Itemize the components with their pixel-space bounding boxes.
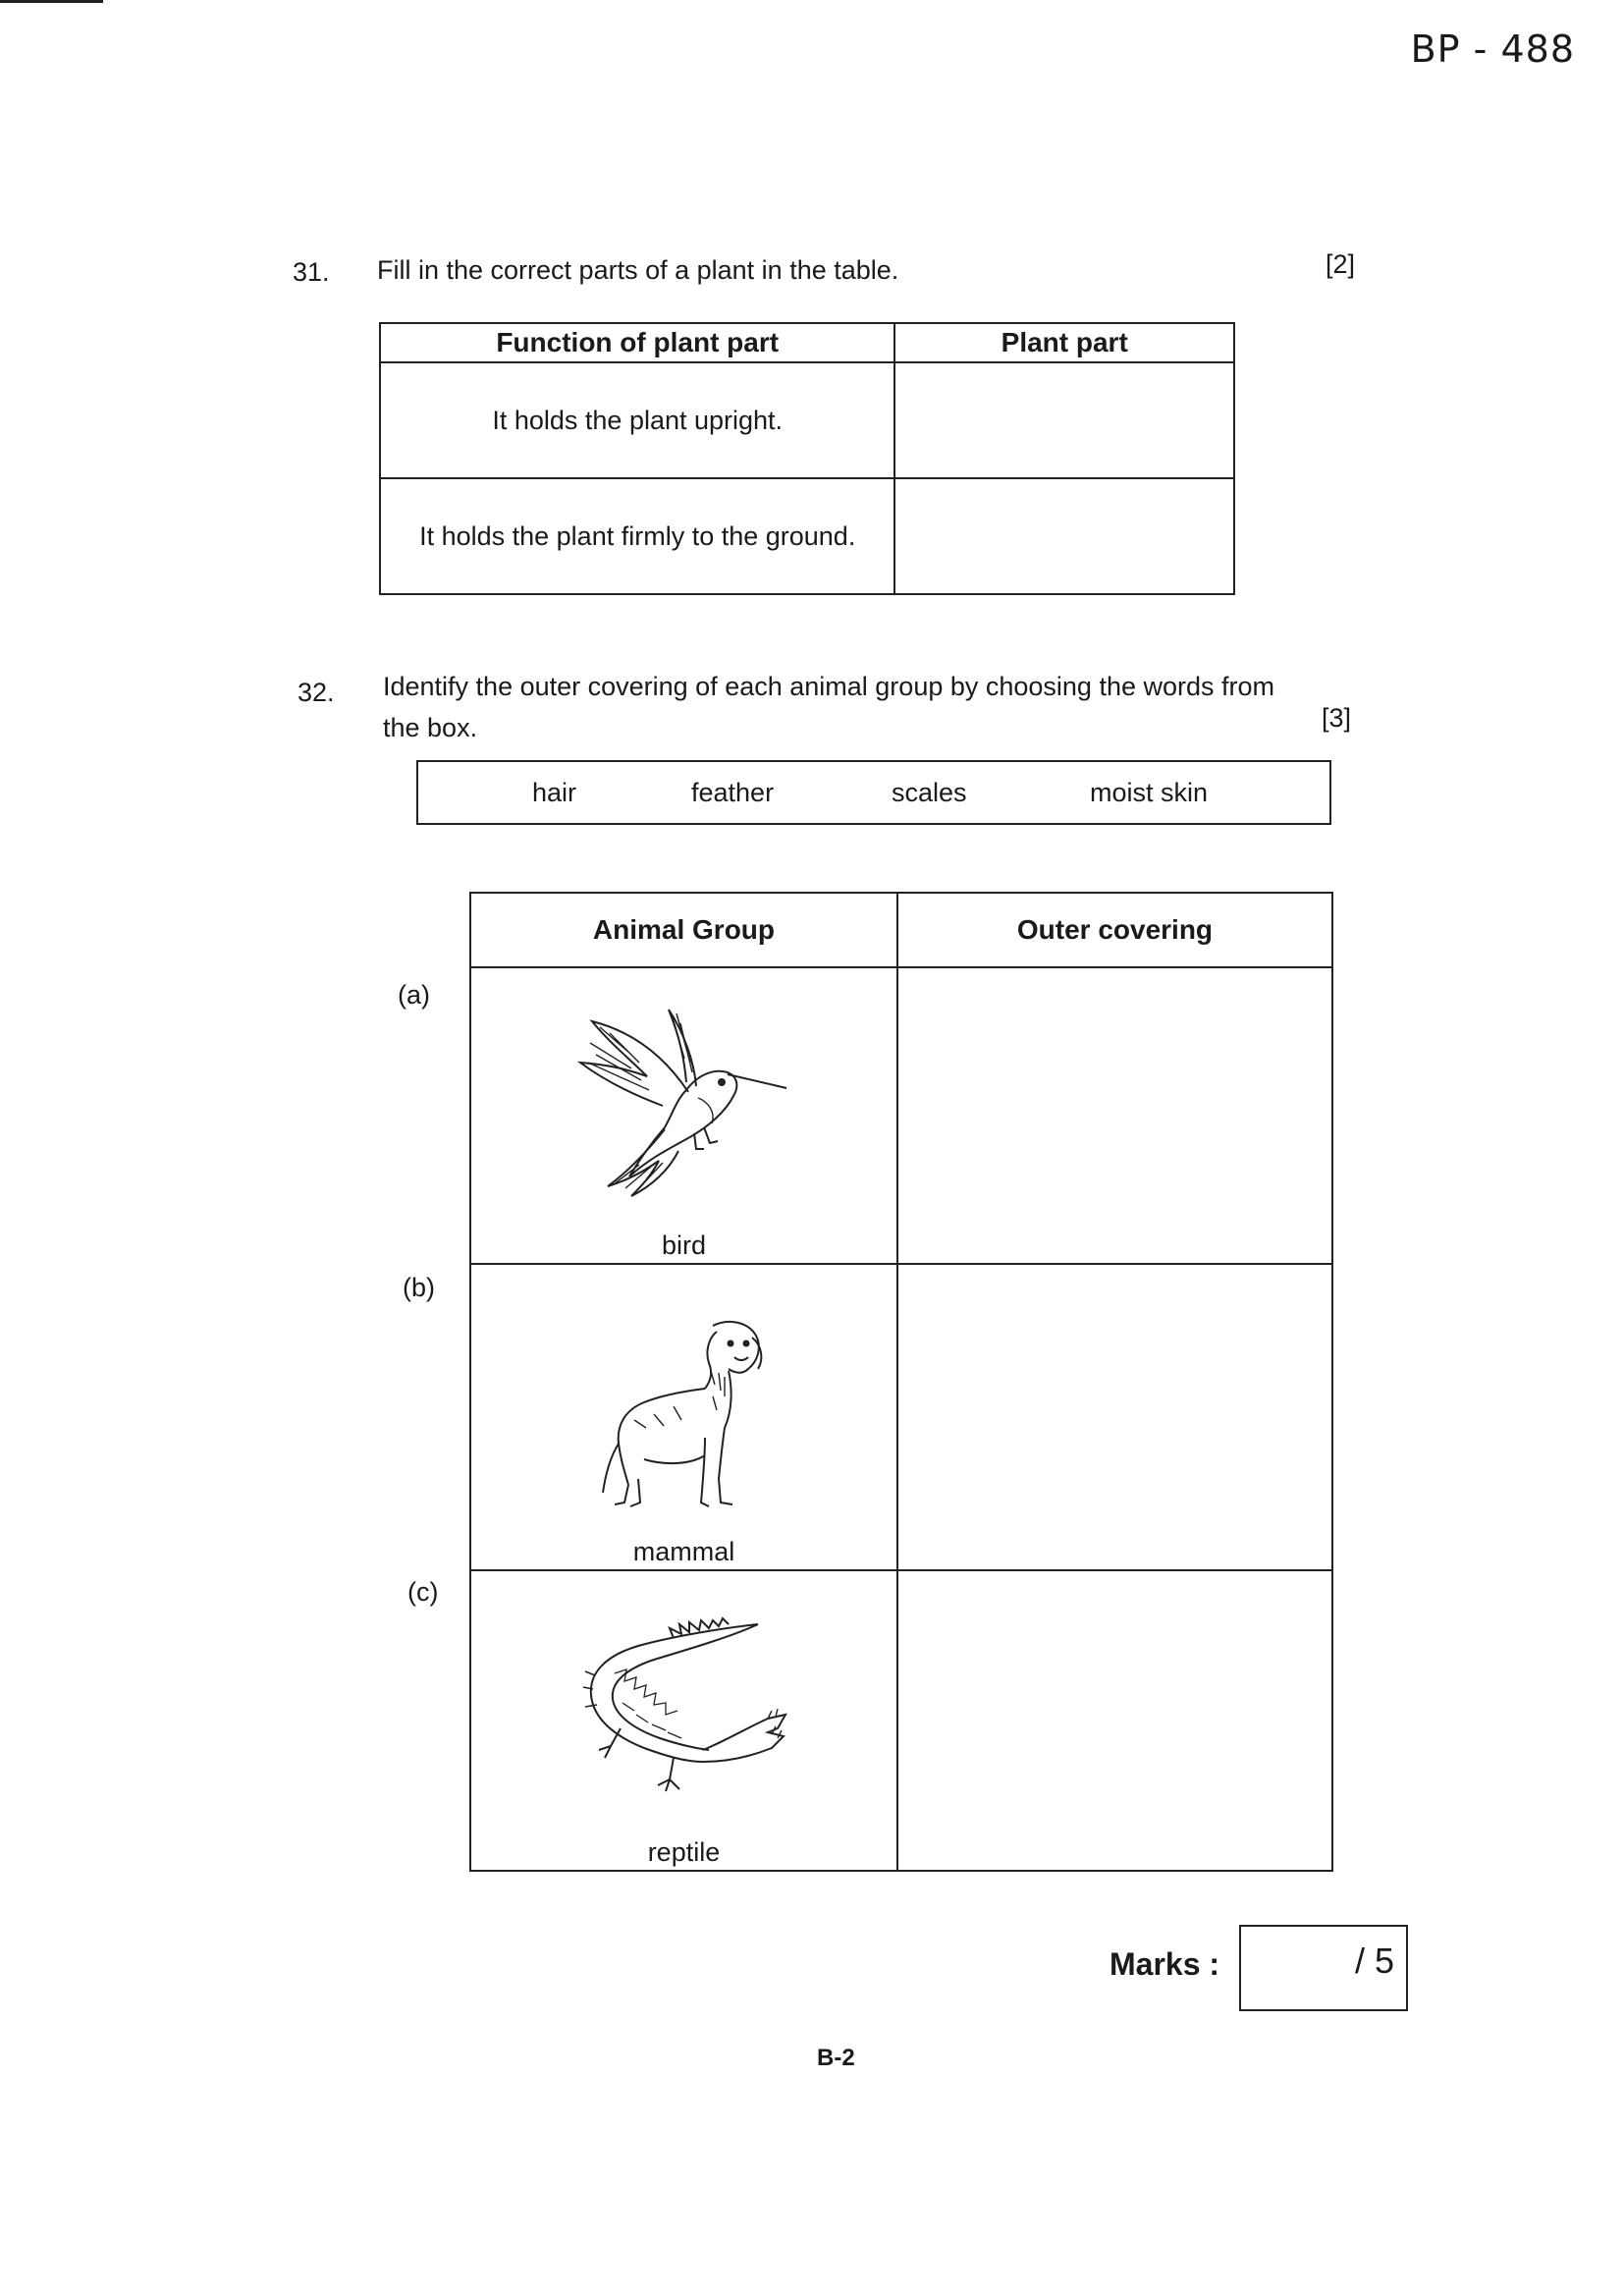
table-header-row	[470, 893, 1332, 967]
word-box	[416, 760, 1331, 825]
q32-text-line1: Identify the outer covering of each animal group by choosing the words from	[383, 672, 1275, 701]
animal-cell-bird	[470, 967, 897, 1264]
table-row	[470, 1264, 1332, 1570]
animal-covering-table	[469, 892, 1333, 1872]
table-row	[470, 967, 1332, 1264]
animal-label: mammal	[632, 1537, 735, 1566]
outer-covering-answer-cell[interactable]	[897, 1570, 1332, 1871]
plant-part-answer-cell[interactable]	[894, 478, 1234, 594]
animal-cell-reptile	[470, 1570, 897, 1871]
row-label-a: (a)	[398, 980, 430, 1010]
plant-part-answer-cell[interactable]	[894, 362, 1234, 478]
word-option: feather	[691, 778, 775, 807]
header-function: Function of plant part	[380, 323, 894, 362]
outer-covering-answer-cell[interactable]	[897, 967, 1332, 1264]
row-label-c: (c)	[407, 1577, 439, 1607]
q32-number: 32.	[298, 678, 335, 707]
animal-cell-mammal	[470, 1264, 897, 1570]
page-number: B-2	[817, 2045, 855, 2071]
marks-label: Marks :	[1110, 1946, 1220, 1982]
table-row	[380, 478, 1234, 594]
table-row	[470, 1570, 1332, 1871]
table-row	[380, 362, 1234, 478]
plant-parts-table	[379, 322, 1235, 595]
outer-covering-answer-cell[interactable]	[897, 1264, 1332, 1570]
crocodile-icon	[575, 1613, 791, 1809]
animal-label: reptile	[647, 1837, 721, 1867]
dog-icon	[595, 1312, 772, 1518]
word-option: scales	[892, 778, 967, 807]
q31-marks: [2]	[1326, 249, 1356, 279]
q32-text-line2: the box.	[383, 713, 478, 742]
q31-text: Fill in the correct parts of a plant in the table.	[377, 255, 899, 285]
word-option: moist skin	[1090, 778, 1209, 807]
marks-box	[1239, 1925, 1408, 2011]
row-label-b: (b)	[403, 1273, 435, 1302]
function-cell: It holds the plant upright.	[380, 362, 894, 478]
q32-marks: [3]	[1322, 703, 1352, 733]
q31-number: 31.	[293, 257, 330, 287]
word-option: hair	[532, 778, 577, 807]
animal-label: bird	[661, 1230, 706, 1260]
header-plant-part: Plant part	[894, 323, 1234, 362]
corner-rule	[0, 0, 103, 3]
marks-value: / 5	[1354, 1941, 1394, 1981]
table-header-row	[380, 323, 1234, 362]
header-outer-covering: Outer covering	[897, 893, 1332, 967]
paper-code: BP - 488	[1410, 27, 1575, 71]
function-cell: It holds the plant firmly to the ground.	[380, 478, 894, 594]
hummingbird-icon	[570, 1004, 796, 1200]
header-animal-group: Animal Group	[470, 893, 897, 967]
